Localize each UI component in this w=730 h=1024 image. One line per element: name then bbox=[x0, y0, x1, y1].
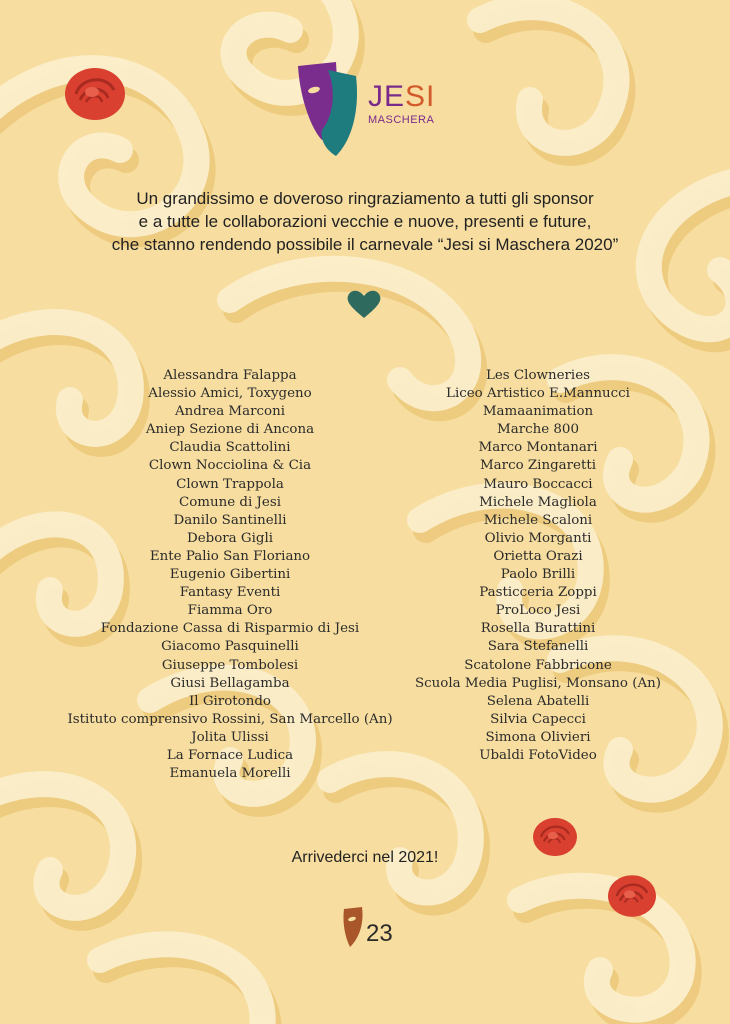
page-number: 23 bbox=[366, 920, 393, 947]
sponsor-name: Clown Nocciolina & Cia bbox=[148, 458, 312, 474]
sponsor-name: Claudia Scattolini bbox=[169, 440, 291, 456]
intro-line: che stanno rendendo possibile il carnevale “Jesi si Maschera 2020” bbox=[111, 235, 619, 254]
sponsor-name: Rosella Burattini bbox=[480, 621, 596, 637]
sponsor-name: Marco Montanari bbox=[478, 440, 598, 456]
sponsor-list-right bbox=[358, 367, 718, 765]
sponsor-name: Liceo Artistico E.Mannucci bbox=[446, 386, 630, 402]
sponsor-name: Marche 800 bbox=[497, 422, 579, 438]
intro-line: e a tutte le collaborazioni vecchie e nuove, presenti e future, bbox=[138, 212, 592, 231]
sponsor-name: Jolita Ulissi bbox=[191, 729, 269, 745]
sponsor-name: Istituto comprensivo Rossini, San Marcello (An) bbox=[67, 711, 393, 727]
sponsor-name: Alessandra Falappa bbox=[163, 368, 297, 383]
sponsor-name: Eugenio Gibertini bbox=[169, 567, 291, 583]
rose-icon bbox=[605, 872, 659, 920]
sponsor-name: Mauro Boccacci bbox=[483, 476, 593, 492]
sponsor-name: Giuseppe Tombolesi bbox=[161, 657, 299, 673]
sponsor-name: Danilo Santinelli bbox=[173, 512, 287, 528]
heart-icon bbox=[346, 288, 382, 320]
sponsor-name: Scuola Media Puglisi, Monsano (An) bbox=[415, 675, 661, 691]
sponsor-list-left bbox=[50, 367, 410, 783]
sponsor-name: Pasticceria Zoppi bbox=[479, 585, 597, 601]
sponsor-name: Les Clowneries bbox=[485, 368, 591, 383]
sponsor-name: Sara Stefanelli bbox=[487, 639, 589, 655]
goodbye-text: Arrivederci nel 2021! bbox=[291, 849, 439, 866]
sponsor-name: Giusi Bellagamba bbox=[170, 675, 290, 691]
rose-icon bbox=[62, 64, 128, 124]
sponsor-name: Andrea Marconi bbox=[175, 404, 285, 420]
sponsor-name: Paolo Brilli bbox=[500, 567, 576, 583]
sponsor-name: Fondazione Cassa di Risparmio di Jesi bbox=[100, 621, 360, 637]
logo-wordmark bbox=[368, 82, 435, 126]
sponsor-name: Silvia Capecci bbox=[490, 711, 586, 727]
mask-logo-icon bbox=[292, 60, 362, 160]
sponsor-name: La Fornace Ludica bbox=[166, 747, 294, 763]
sponsor-name: Fantasy Eventi bbox=[179, 585, 281, 601]
sponsor-name: Ente Palio San Floriano bbox=[149, 548, 311, 564]
sponsor-name: Ubaldi FotoVideo bbox=[479, 747, 597, 763]
sponsor-name: Olivio Morganti bbox=[484, 530, 592, 546]
sponsor-name: Il Girotondo bbox=[189, 693, 271, 709]
sponsor-name: Mamaanimation bbox=[482, 404, 594, 420]
sponsor-name: Marco Zingaretti bbox=[479, 458, 597, 474]
mask-page-icon bbox=[340, 905, 366, 949]
sponsor-name: Aniep Sezione di Ancona bbox=[145, 422, 315, 438]
sponsor-name: Orietta Orazi bbox=[493, 548, 583, 564]
intro-line: Un grandissimo e doveroso ringraziamento a tutti gli sponsor bbox=[136, 189, 594, 208]
sponsor-name: Simona Olivieri bbox=[485, 729, 591, 745]
intro-text bbox=[40, 187, 690, 256]
sponsor-name: Clown Trappola bbox=[176, 476, 284, 492]
logo-word-si: SI bbox=[405, 80, 436, 113]
sponsor-name: Michele Scaloni bbox=[483, 512, 593, 528]
sponsor-name: Emanuela Morelli bbox=[169, 766, 291, 782]
logo-subtitle: MASCHERA bbox=[368, 114, 435, 126]
logo-word-je: JE bbox=[368, 80, 406, 113]
sponsor-name: Michele Magliola bbox=[479, 494, 597, 510]
sponsor-name: ProLoco Jesi bbox=[495, 603, 581, 619]
sponsor-name: Giacomo Pasquinelli bbox=[161, 639, 299, 655]
sponsor-name: Debora Gigli bbox=[186, 530, 274, 546]
sponsor-name: Scatolone Fabbricone bbox=[464, 657, 612, 673]
sponsor-name: Alessio Amici, Toxygeno bbox=[148, 386, 312, 402]
sponsor-name: Comune di Jesi bbox=[179, 494, 281, 510]
sponsor-name: Fiamma Oro bbox=[187, 603, 273, 619]
rose-icon bbox=[530, 815, 580, 859]
sponsor-name: Selena Abatelli bbox=[486, 693, 590, 709]
